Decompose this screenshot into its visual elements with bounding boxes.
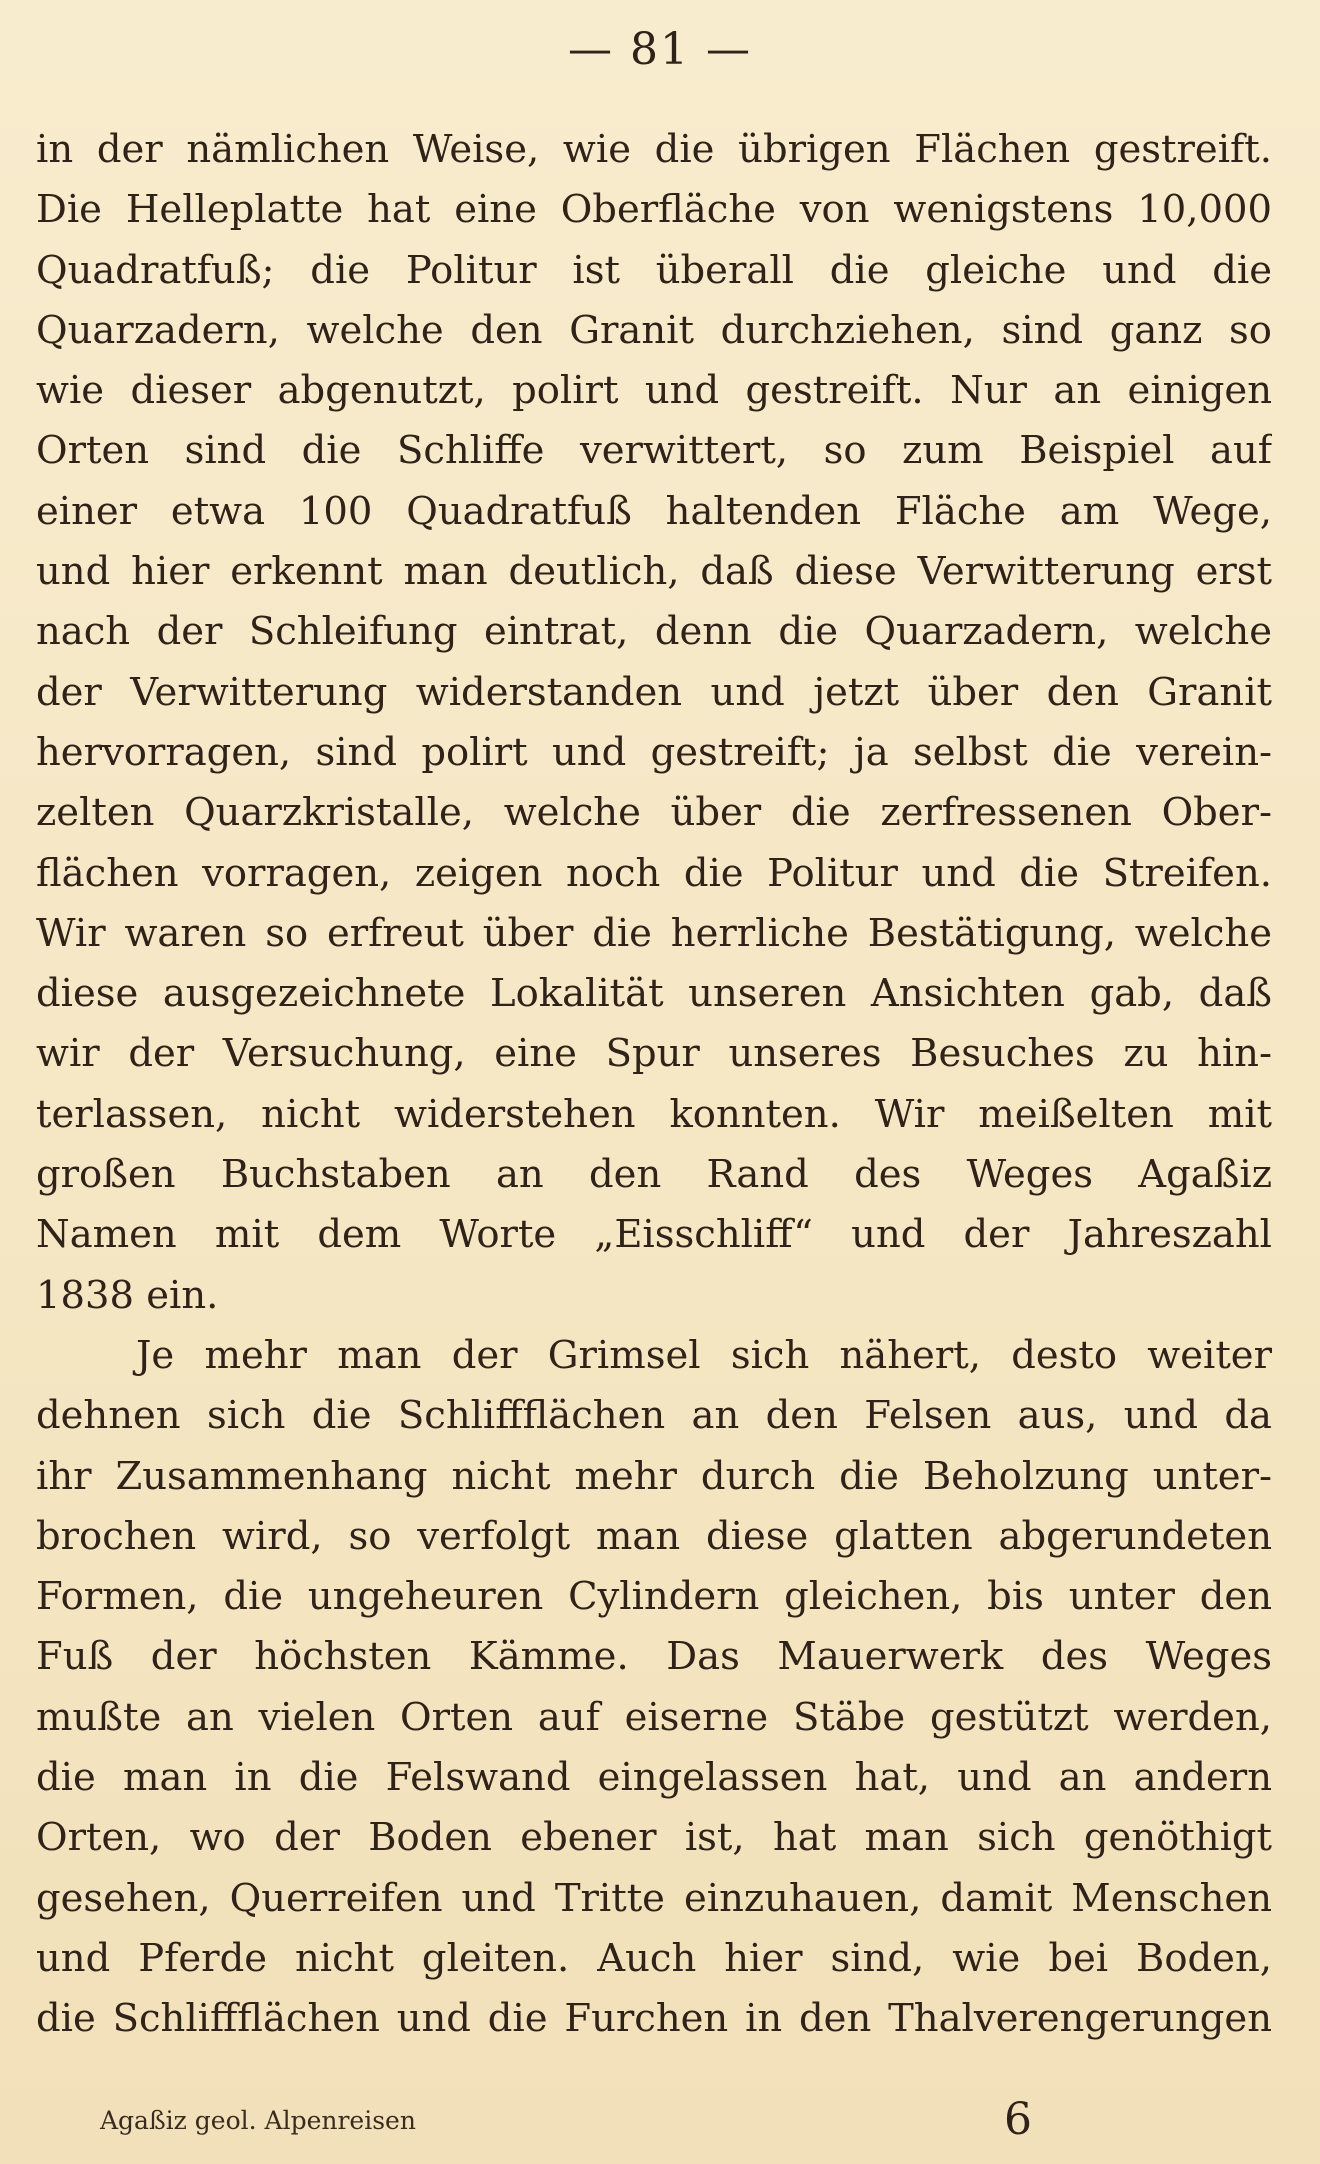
text-line: einer etwa 100 Quadratfuß haltenden Fläche am Wege, [36,488,1272,534]
text-line: ihr Zusammenhang nicht mehr durch die Beholzung unter- [36,1453,1272,1499]
text-line: Je mehr man der Grimsel sich nähert, desto weiter [136,1332,1272,1378]
paragraph-1 [36,120,1272,1326]
text-line: zelten Quarzkristalle, welche über die zerfressenen Ober- [36,790,1272,836]
text-line: flächen vorragen, zeigen noch die Politur und die Streifen. [36,850,1272,896]
footer-note: Agaßiz geol. Alpenreisen [100,2106,416,2135]
text-line: terlassen, nicht widerstehen konnten. Wir meißelten mit [36,1091,1272,1137]
page-number: — 81 — [568,24,752,75]
text-line: Orten, wo der Boden ebener ist, hat man sich genöthigt [36,1815,1272,1861]
signature-mark: 6 [1004,2094,1032,2145]
text-line: diese ausgezeichnete Lokalität unseren Ansichten gab, daß [36,971,1272,1017]
text-line: die man in die Felswand eingelassen hat, und an andern [36,1755,1272,1801]
text-line: hervorragen, sind polirt und gestreift; ja selbst die verein- [36,729,1272,775]
text-line: nach der Schleifung eintrat, denn die Quarzadern, welche [36,609,1272,655]
body-text [36,120,1272,2050]
text-line: Wir waren so erfreut über die herrliche Bestätigung, welche [36,910,1272,956]
text-line: gesehen, Querreifen und Tritte einzuhauen, damit Menschen [36,1875,1272,1921]
text-line: Fuß der höchsten Kämme. Das Mauerwerk des Weges [36,1634,1272,1680]
text-line: der Verwitterung widerstanden und jetzt über den Granit [36,669,1272,715]
text-line: brochen wird, so verfolgt man diese glatten abgerundeten [36,1513,1272,1559]
text-line: wir der Versuchung, eine Spur unseres Besuches zu hin- [36,1031,1272,1077]
text-line: großen Buchstaben an den Rand des Weges Agaßiz [36,1152,1272,1198]
text-line: 1838 ein. [36,1272,219,1318]
text-line: die Schliffflächen und die Furchen in den Thalverengerungen [36,1996,1272,2042]
text-line: Quarzadern, welche den Granit durchziehen, sind ganz so [36,307,1272,353]
text-line: Quadratfuß; die Politur ist überall die gleiche und die [36,247,1272,293]
text-line: und Pferde nicht gleiten. Auch hier sind, wie bei Boden, [36,1935,1272,1981]
text-line: Orten sind die Schliffe verwittert, so zum Beispiel auf [36,428,1272,474]
text-line: wie dieser abgenutzt, polirt und gestreift. Nur an einigen [36,368,1272,414]
text-line: Formen, die ungeheuren Cylindern gleichen, bis unter den [36,1574,1272,1620]
text-line: in der nämlichen Weise, wie die übrigen Flächen gestreift. [36,127,1272,172]
page-footer [100,2094,1240,2154]
text-line: dehnen sich die Schliffflächen an den Felsen aus, und da [36,1393,1272,1439]
text-line: Namen mit dem Worte „Eisschliff“ und der Jahreszahl [36,1212,1272,1258]
paragraph-2 [36,1326,1272,2050]
text-line: und hier erkennt man deutlich, daß diese Verwitterung erst [36,549,1272,595]
text-line: mußte an vielen Orten auf eiserne Stäbe gestützt werden, [36,1694,1272,1740]
text-line: Die Helleplatte hat eine Oberfläche von wenigstens 10,000 [36,187,1272,233]
